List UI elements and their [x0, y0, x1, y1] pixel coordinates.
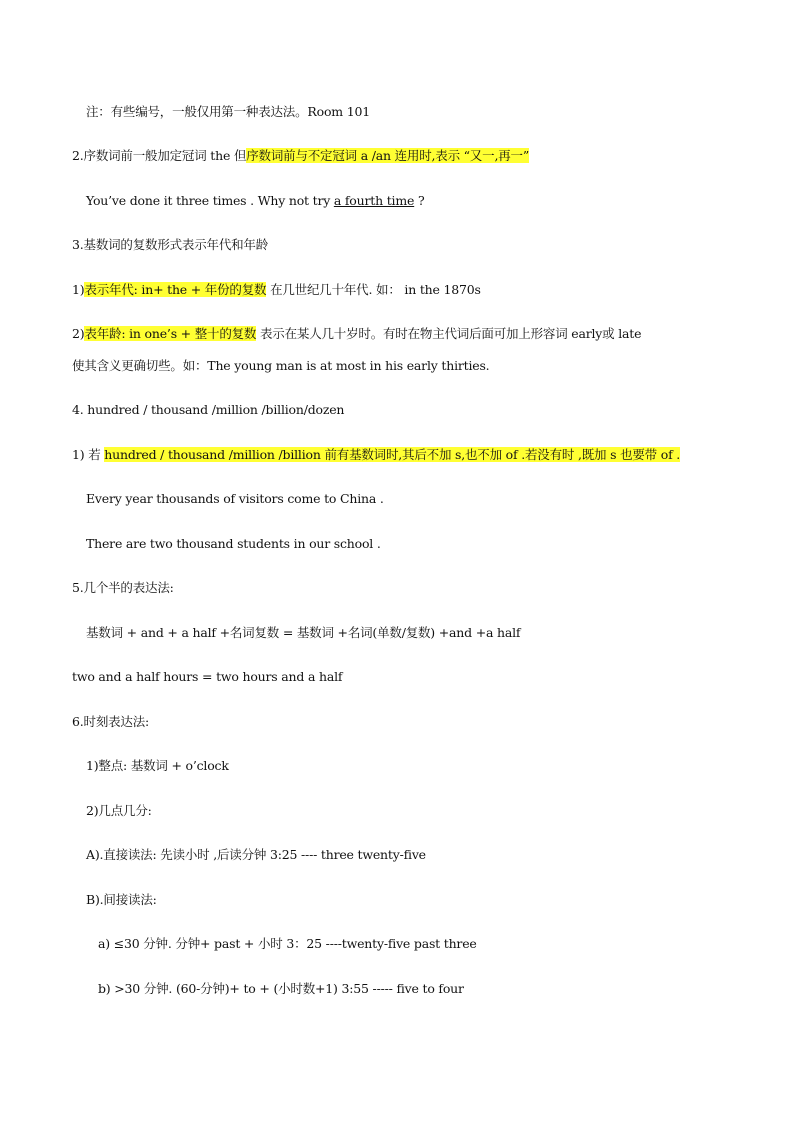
rule-3-1-text: 在几世纪几十年代. 如： in the 1870s	[266, 282, 481, 297]
rule-4-heading	[72, 401, 344, 419]
rule-4-1	[72, 446, 680, 464]
rule-3-text: 3.基数词的复数形式表示年代和年龄	[72, 237, 269, 252]
rule-5-example	[72, 668, 342, 686]
rule-4-1-highlight: hundred / thousand /million /billion 前有基数词时,其后不加 s,也不加 of .若没有时 ,既加 s 也要带 of .	[104, 447, 681, 462]
example-thousands	[86, 490, 384, 508]
rule-5-example-text: two and a half hours = two hours and a half	[72, 669, 343, 684]
rule-2-ordinal-article	[72, 147, 529, 165]
rule-6-2-b-a-text: a) ≤30 分钟. 分钟+ past + 小时 3：25 ----twenty-five past three	[98, 936, 477, 951]
rule-6-2-b-a-past	[98, 935, 477, 953]
example-end: ?	[414, 193, 425, 208]
rule-2-text: 2.序数词前一般加定冠词 the 但	[72, 148, 247, 163]
rule-3-2-example	[72, 357, 489, 375]
rule-6-2-b-indirect	[86, 891, 157, 909]
rule-3-2-example-text: 使其含义更确切些。如：The young man is at most in his early thirties.	[72, 358, 490, 373]
rule-5-formula-text: 基数词 + and + a half +名词复数 = 基数词 +名词(单数/复数) +and +a half	[86, 625, 521, 640]
rule-6-2-a-text: A).直接读法: 先读小时 ,后读分钟 3:25 ---- three twenty-five	[86, 847, 426, 862]
rule-6-2-text: 2)几点几分:	[86, 803, 152, 818]
example-thousands-text: Every year thousands of visitors come to China .	[86, 491, 384, 506]
rule-3-2-highlight: 表年龄: in one’s + 整十的复数	[84, 326, 257, 341]
rule-6-2-a-direct	[86, 846, 426, 864]
example-two-thousand-text: There are two thousand students in our school .	[86, 536, 381, 551]
rule-5-formula	[86, 624, 520, 642]
rule-5-heading	[72, 579, 174, 597]
note-room-number	[86, 103, 370, 121]
rule-3-2-number: 2)	[72, 326, 85, 341]
rule-4-text: 4. hundred / thousand /million /billion/dozen	[72, 402, 345, 417]
rule-6-2-b-text: B).间接读法:	[86, 892, 157, 907]
rule-5-text: 5.几个半的表达法:	[72, 580, 174, 595]
rule-3-1-decades	[72, 281, 481, 299]
example-fourth-time	[86, 192, 424, 210]
rule-6-2-heading	[86, 802, 152, 820]
example-text: You’ve done it three times . Why not try	[86, 193, 334, 208]
rule-6-2-b-b-to	[98, 980, 464, 998]
rule-3-1-highlight: 表示年代: in+ the + 年份的复数	[84, 282, 267, 297]
rule-6-heading	[72, 713, 149, 731]
rule-6-1-text: 1)整点: 基数词 + o’clock	[86, 758, 229, 773]
rule-6-1-oclock	[86, 757, 229, 775]
example-underlined: a fourth time	[333, 193, 415, 208]
rule-3-2-text: 表示在某人几十岁时。有时在物主代词后面可加上形容词 early或 late	[256, 326, 642, 341]
example-two-thousand	[86, 535, 381, 553]
rule-3-heading	[72, 236, 268, 254]
rule-2-highlight: 序数词前与不定冠词 a /an 连用时,表示 “又一,再一”	[246, 148, 530, 163]
rule-6-text: 6.时刻表达法:	[72, 714, 150, 729]
note-text: 注：有些编号，一般仅用第一种表达法。Room 101	[86, 104, 370, 119]
rule-3-2-age	[72, 325, 641, 343]
rule-4-1-prefix: 1) 若	[72, 447, 105, 462]
rule-3-1-number: 1)	[72, 282, 85, 297]
rule-6-2-b-b-text: b) >30 分钟. (60-分钟)+ to + (小时数+1) 3:55 ----- five to four	[98, 981, 464, 996]
